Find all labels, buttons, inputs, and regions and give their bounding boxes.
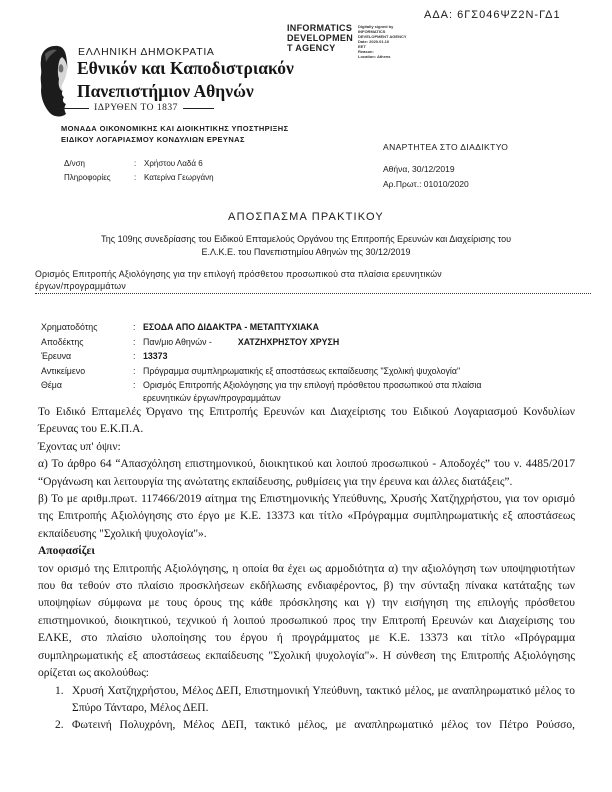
signature-line: Reason: bbox=[358, 49, 374, 54]
session-subtitle bbox=[30, 233, 582, 259]
signature-line: EET bbox=[358, 44, 366, 49]
detail-value: 13373 bbox=[143, 351, 168, 361]
detail-value: Πρόγραμμα συμπληρωματικής εξ αποστάσεως εκπαίδευσης "Σχολική ψυχολογία" bbox=[143, 365, 461, 376]
signature-line: DEVELOPMENT AGENCY bbox=[358, 34, 407, 39]
detail-row bbox=[41, 320, 586, 335]
member-list bbox=[38, 683, 575, 735]
city-date: Αθήνα, 30/12/2019 bbox=[383, 164, 455, 174]
detail-value-part2: ΧΑΤΖΗΧΡΗΣΤΟΥ ΧΡΥΣΗ bbox=[237, 336, 340, 347]
web-posting-note: ΑΝΑΡΤΗΤΕΑ ΣΤΟ ΔΙΑΔΙΚΤΥΟ bbox=[383, 142, 509, 152]
unit-name-line2: ΕΙΔΙΚΟΥ ΛΟΓΑΡΙΑΣΜΟΥ ΚΟΝΔΥΛΙΩΝ ΕΡΕΥΝΑΣ bbox=[61, 135, 245, 144]
address-separator: : bbox=[134, 159, 137, 168]
member-text: Φωτεινή Πολυχρόνη, Μέλος ΔΕΠ, τακτικό μέλος, με αναπληρωματικό μέλος τον Πέτρο Ρούσσο, bbox=[72, 719, 575, 732]
body-text bbox=[38, 404, 575, 735]
founded-rule-right bbox=[183, 108, 214, 109]
detail-row bbox=[41, 378, 586, 405]
stamp-agency-name bbox=[287, 23, 353, 59]
detail-colon: : bbox=[133, 336, 136, 347]
stamp-agency-line: DEVELOPMEN bbox=[287, 33, 354, 43]
session-line2: Ε.Λ.Κ.Ε. του Πανεπιστημίου Αθηνών της 30/12/2019 bbox=[201, 247, 411, 257]
detail-colon: : bbox=[133, 365, 136, 376]
paragraph-intro: Το Ειδικό Επταμελές Όργανο της Επιτροπής Ερευνών και Διαχείρισης του Ειδικού Λογαριασμού Κονδυλίων Έρευνας του Ε.Κ.Π.Α. bbox=[38, 406, 575, 436]
info-row bbox=[64, 171, 214, 185]
info-separator: : bbox=[134, 172, 137, 182]
decision-heading: Αποφασίζει bbox=[38, 545, 96, 558]
address-row bbox=[64, 157, 214, 171]
founded-text: ΙΔΡΥΘΕΝ ΤΟ 1837 bbox=[94, 103, 178, 113]
stamp-signature-details bbox=[358, 23, 462, 59]
founded-rule-left bbox=[58, 108, 89, 109]
stamp-agency-line: T AGENCY bbox=[287, 43, 336, 53]
detail-value: ΕΣΟΔΑ ΑΠΟ ΔΙΔΑΚΤΡΑ - ΜΕΤΑΠΤΥΧΙΑΚΑ bbox=[143, 322, 319, 332]
detail-colon: : bbox=[133, 322, 136, 332]
detail-label: Έρευνα bbox=[41, 351, 72, 361]
member-text: Χρυσή Χατζηχρήστου, Μέλος ΔΕΠ, Επιστημονική Υπεύθυνη, τακτικό μέλος, με αναπληρωματικό μέλος το Σπύρο Τάνταρο, Μέλος ΔΕΠ. bbox=[72, 684, 575, 714]
signature-line: Date: 2020.01.10 bbox=[358, 39, 390, 44]
address-label: Δ/νση bbox=[64, 159, 85, 168]
subject-line1: Ορισμός Επιτροπής Αξιολόγησης για την επιλογή πρόσθετου προσωπικού στα πλαίσια ερευνητικών bbox=[35, 269, 442, 279]
ada-code: ΑΔΑ: 6ΓΣ046ΨΖ2Ν-ΓΔ1 bbox=[424, 9, 561, 21]
signature-line: Location: Athens bbox=[358, 54, 391, 59]
detail-row bbox=[41, 349, 586, 364]
member-number: 2. bbox=[55, 719, 64, 732]
detail-colon: : bbox=[133, 351, 136, 361]
detail-row bbox=[41, 335, 586, 350]
paragraph-having-regard: Έχοντας υπ' όψιν: bbox=[38, 440, 121, 453]
session-line1: Της 109ης συνεδρίασης του Ειδικού Επταμελούς Οργάνου της Επιτροπής Ερευνών και Διαχείρισης του bbox=[100, 234, 512, 244]
paragraph-item-b: β) Το με αριθμ.πρωτ. 117466/2019 αίτημα της Επιστημονικής Υπεύθυνης, Χρυσής Χατζηχρήστου, για τον ορισμό της Επιτροπής Αξιολόγησης στο έργο με Κ.Ε. 13373 και τίτλο «Πρόγραμμα συμπληρωματικής εξ αποστάσεως εκπαίδευσης "Σχολική ψυχολογία"». bbox=[38, 493, 575, 540]
detail-label: Αντικείμενο bbox=[41, 365, 86, 376]
signature-line: INFORMATICS bbox=[358, 29, 386, 34]
unit-name-line1: ΜΟΝΑΔΑ ΟΙΚΟΝΟΜΙΚΗΣ ΚΑΙ ΔΙΟΙΚΗΤΙΚΗΣ ΥΠΟΣΤΗΡΙΞΗΣ bbox=[61, 124, 289, 133]
paragraph-item-a: α) Το άρθρο 64 “Απασχόληση επιστημονικού, διοικητικού και λοιπού προσωπικού - Αποδοχές” του ν. 4485/2017 “Οργάνωση και λειτουργία της ανώτατης εκπαίδευσης, ρυθμίσεις για την έρευνα και άλλες διατάξεις”. bbox=[38, 458, 575, 488]
digital-signature-stamp bbox=[287, 23, 462, 59]
republic-title: ΕΛΛΗΝΙΚΗ ΔΗΜΟΚΡΑΤΙΑ bbox=[78, 46, 215, 58]
member-item bbox=[38, 717, 575, 734]
detail-colon: : bbox=[133, 380, 136, 390]
extract-heading: ΑΠΟΣΠΑΣΜΑ ΠΡΑΚΤΙΚΟΥ bbox=[228, 211, 384, 223]
subject-block bbox=[35, 269, 591, 294]
details-table bbox=[41, 320, 586, 405]
detail-value: Ορισμός Επιτροπής Αξιολόγησης για την επιλογή πρόσθετου προσωπικού στα πλαίσια ερευνητικών έργων/προγραμμάτων bbox=[143, 380, 482, 403]
info-value: Κατερίνα Γεωργάνη bbox=[144, 172, 214, 182]
protocol-number: Αρ.Πρωτ.: 01010/2020 bbox=[383, 179, 469, 189]
member-number: 1. bbox=[55, 684, 64, 697]
detail-value bbox=[143, 335, 586, 350]
detail-row bbox=[41, 364, 586, 379]
info-label: Πληροφορίες bbox=[64, 172, 111, 182]
detail-value-part1: Παν/μιο Αθηνών - bbox=[143, 336, 212, 347]
subject-line2-dotted-leader bbox=[35, 281, 591, 295]
unit-name bbox=[61, 123, 289, 145]
detail-label: Χρηματοδότης bbox=[41, 322, 98, 332]
detail-label: Θέμα bbox=[41, 380, 62, 390]
founded-banner bbox=[58, 103, 214, 113]
paragraph-decision: τον ορισμό της Επιτροπής Αξιολόγησης, η οποία θα έχει ως αρμοδιότητα α) την αξιολόγηση των υποψηφιοτήτων που θα τεθούν στο πλαίσιο προσκλήσεων εκδήλωσης ενδιαφέροντος, β) την σύνταξη πίνακα κατάταξης των υποψηφίων σύμφωνα με τους όρους της κάθε πρόσκλησης και γ) την εισήγηση της επιλογής πρόσθετου επιστημονικού, διοικητικού, τεχνικού ή λοιπού προσωπικού προς την Επιτροπή Ερευνών και Διαχείρισης του ΕΛΚΕ, στο πλαίσιο υλοποίησης του έργου ή προγράμματος με Κ.Ε. 13373 και τίτλο «Πρόγραμμα συμπληρωματικής εξ αποστάσεως εκπαίδευσης "Σχολική ψυχολογία"». Η σύνθεση της Επιτροπής Αξιολόγησης ορίζεται ως ακολούθως: bbox=[38, 562, 575, 680]
detail-label: Αποδέκτης bbox=[41, 336, 84, 347]
stamp-agency-line: INFORMATICS bbox=[287, 23, 353, 33]
university-name-line1: Εθνικόν και Καποδιστριακόν bbox=[77, 58, 294, 78]
signature-line: Digitally signed by bbox=[358, 24, 394, 29]
member-item bbox=[38, 683, 575, 718]
subject-line2: έργων/προγραμμάτων bbox=[35, 280, 126, 291]
contact-block bbox=[64, 157, 214, 184]
university-name-line2: Πανεπιστήμιον Αθηνών bbox=[77, 81, 254, 101]
address-value: Χρήστου Λαδά 6 bbox=[144, 159, 203, 168]
